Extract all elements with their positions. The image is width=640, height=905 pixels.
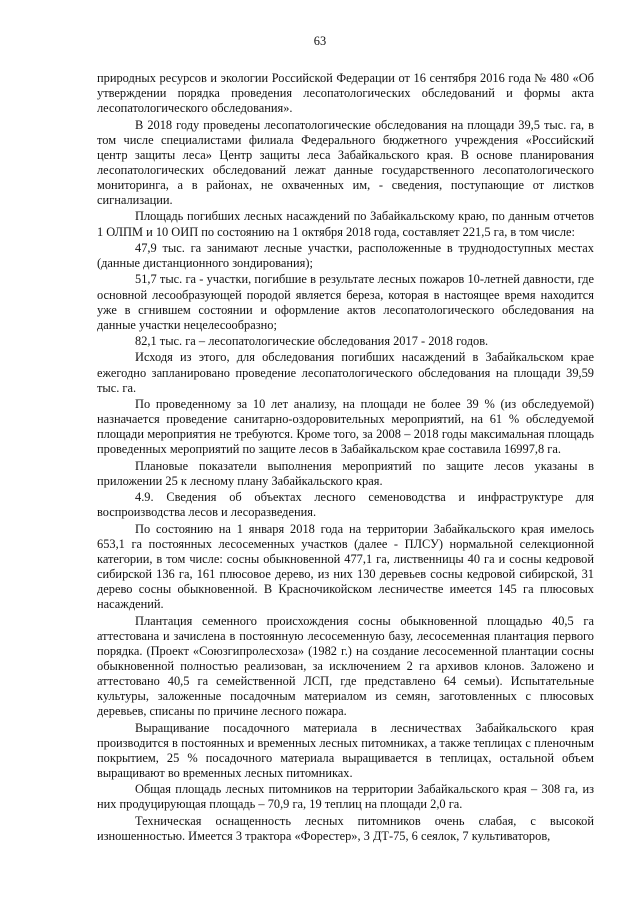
paragraph: 82,1 тыс. га – лесопатологические обследования 2017 - 2018 годов. [135,334,489,349]
section-heading: 4.9. Сведения об объектах лесного семеноводства и инфраструктуре для воспроизводства лесов и лесоразведения. [97,490,594,520]
paragraph: Площадь погибших лесных насаждений по Забайкальскому краю, по данным отчетов 1 ОЛПМ и 10 ОИП по состоянию на 1 октября 2018 года, составляет 221,5 га, в том числе: [97,209,594,239]
paragraph: 51,7 тыс. га - участки, погибшие в результате лесных пожаров 10-летней давности, где основной лесообразующей породой является береза, которая в настоящее время находится уже в сгнившем состоянии и оформление актов лесопатологического обследования на данные участки нецелесообразно; [97,272,594,332]
paragraph: По проведенному за 10 лет анализу, на площади не более 39 % (из обследуемой) назначается проведение санитарно-оздоровительных мероприятий, на 61 % обследуемой площади мероприятия не требуются. Кроме того, за 2008 – 2018 годы максимальная площадь проведенных мероприятий по защите лесов в Забайкальском крае составила 16997,8 га. [97,397,594,457]
body-text [97,71,594,845]
page-number: 63 [313,34,327,48]
paragraph: Плановые показатели выполнения мероприятий по защите лесов указаны в приложении 25 к лесному плану Забайкальского края. [97,458,594,488]
paragraph: В 2018 году проведены лесопатологические обследования на площади 39,5 тыс. га, в том числе специалистами филиала Федерального бюджетного учреждения «Российский центр защиты леса» Центр защиты леса Забайкальского края. В основе планирования лесопатологических обследований лежат данные государственного лесопатологического мониторинга, а в районах, не охваченных им, - сведения, поступающие от листков сигнализации. [97,117,594,208]
paragraph: природных ресурсов и экологии Российской Федерации от 16 сентября 2016 года № 480 «Об утверждении порядка проведения лесопатологических обследований и формы акта лесопатологического обследования». [97,71,594,116]
paragraph: Выращивание посадочного материала в лесничествах Забайкальского края производится в постоянных и временных лесных питомниках, а также теплицах с пленочным покрытием, 25 % посадочного материала выращивается в теплицах, остальной объем выращивают во временных лесных питомниках. [97,720,594,780]
paragraph: 47,9 тыс. га занимают лесные участки, расположенные в труднодоступных местах (данные дистанционного зондирования); [97,240,594,271]
paragraph: Общая площадь лесных питомников на территории Забайкальского края – 308 га, из них продуцирующая площадь – 70,9 га, 19 теплиц на площади 2,0 га. [97,782,594,812]
paragraph: Плантация семенного происхождения сосны обыкновенной площадью 40,5 га аттестована и зачислена в постоянную лесосеменную базу, лесосеменная плантация первого порядка. (Проект «Союзгипролесхоза» (1982 г.) на создание лесосеменной плантации сосны обыкновенной полностью реализован, за исключением 2 га архивов клонов. Заложено и аттестовано 40,5 га семейственной ЛСП, где представлено 64 семьи). Испытательные культуры, заложенные посадочным материалом из семян, заготовленных с плюсовых деревьев, списаны по причине лесного пожара. [97,613,594,719]
paragraph: По состоянию на 1 января 2018 года на территории Забайкальского края имелось 653,1 га постоянных лесосеменных участков (далее - ПЛСУ) нормальной селекционной категории, в том числе: сосны обыкновенной 477,1 га, лиственницы 40 га и сосны кедровой сибирской 136 га, 161 плюсовое дерево, из них 130 деревьев сосны кедровой сибирской, 31 дерево сосны обыкновенной. В Красночикойском лесничестве имеется 145 га плюсовых насаждений. [97,521,594,612]
paragraph: Исходя из этого, для обследования погибших насаждений в Забайкальском крае ежегодно запланировано проведение лесопатологического обследования на площади 39,59 тыс. га. [97,350,594,395]
paragraph: Техническая оснащенность лесных питомников очень слабая, с высокой изношенностью. Имеется 3 трактора «Форестер», 3 ДТ-75, 6 сеялок, 7 культиваторов, [97,813,594,843]
